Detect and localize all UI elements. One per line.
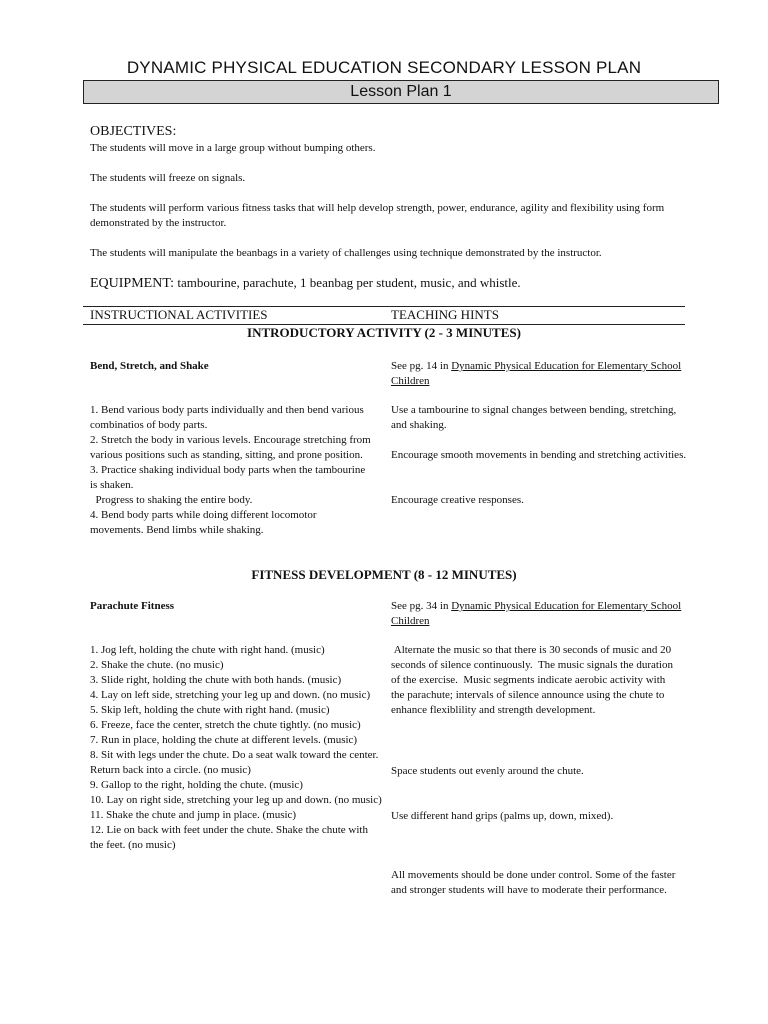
- objective-item-4: The students will manipulate the beanbags in a variety of challenges using technique demonstrated by the instructor.: [90, 247, 602, 259]
- intro-section-heading: INTRODUCTORY ACTIVITY (2 - 3 MINUTES): [247, 325, 521, 340]
- fitness-step-2: 2. Shake the chute. (no music): [90, 659, 224, 671]
- fitness-reference: [391, 599, 691, 629]
- intro-step-2: 2. Stretch the body in various levels. Encourage stretching from various positions such as standing, sitting, and prone position.: [90, 434, 371, 461]
- fitness-step-9: 9. Gallop to the right, holding the chute. (music): [90, 779, 303, 791]
- intro-step-3-progression: Progress to shaking the entire body.: [90, 494, 253, 506]
- fitness-section-heading: FITNESS DEVELOPMENT (8 - 12 MINUTES): [251, 567, 517, 582]
- intro-step-1: 1. Bend various body parts individually and then bend various combinatios of body parts.: [90, 404, 364, 431]
- fitness-step-10: 10. Lay on right side, stretching your leg up and down. (no music): [90, 794, 382, 806]
- objective-item-2: The students will freeze on signals.: [90, 172, 246, 184]
- lesson-plan-banner: [83, 80, 719, 104]
- intro-step-3: 3. Practice shaking individual body parts when the tambourine is shaken.: [90, 464, 366, 491]
- fitness-step-3: 3. Slide right, holding the chute with both hands. (music): [90, 674, 342, 686]
- intro-reference: [391, 359, 691, 389]
- column-header-hints: TEACHING HINTS: [391, 307, 499, 322]
- intro-hint-2: Encourage smooth movements in bending and stretching activities.: [391, 449, 687, 461]
- lesson-plan-title: Lesson Plan 1: [350, 83, 452, 100]
- fitness-step-1: 1. Jog left, holding the chute with right hand. (music): [90, 644, 325, 656]
- objective-item-1: The students will move in a large group without bumping others.: [90, 142, 376, 154]
- intro-step-4: 4. Bend body parts while doing different locomotor movements. Bend limbs while shaking.: [90, 509, 317, 536]
- fitness-hint-1: Alternate the music so that there is 30 seconds of music and 20 seconds of silence continuously. The music signals the duration of the exercise. Music segments indicate aerobic activity with the parachute; intervals of silence announce using the chute to enhance flexiblility and strength development.: [391, 644, 676, 716]
- fitness-steps: [90, 643, 382, 853]
- fitness-reference-book: Dynamic Physical Education for Elementary School Children: [391, 600, 682, 627]
- fitness-reference-prefix: See pg. 34 in: [391, 600, 452, 612]
- fitness-step-7: 7. Run in place, holding the chute at different levels. (music): [90, 734, 358, 746]
- fitness-hint-4: All movements should be done under control. Some of the faster and stronger students will have to moderate their performance.: [391, 869, 676, 896]
- fitness-step-11: 11. Shake the chute and jump in place. (music): [90, 809, 297, 821]
- fitness-step-5: 5. Skip left, holding the chute with right hand. (music): [90, 704, 330, 716]
- intro-hint-3: Encourage creative responses.: [391, 494, 524, 506]
- intro-reference-book: Dynamic Physical Education for Elementary School Children: [391, 360, 682, 387]
- intro-hint-1: Use a tambourine to signal changes between bending, stretching, and shaking.: [391, 404, 677, 431]
- intro-steps: [90, 403, 372, 538]
- intro-activity-title: Bend, Stretch, and Shake: [90, 360, 209, 372]
- fitness-step-8: 8. Sit with legs under the chute. Do a seat walk toward the center. Return back into a circle. (no music): [90, 749, 379, 776]
- fitness-activity-title: Parachute Fitness: [90, 600, 175, 612]
- document-title: DYNAMIC PHYSICAL EDUCATION SECONDARY LESSON PLAN: [126, 58, 642, 77]
- intro-reference-prefix: See pg. 14 in: [391, 360, 452, 372]
- fitness-step-12: 12. Lie on back with feet under the chute. Shake the chute with the feet. (no music): [90, 824, 368, 851]
- fitness-hint-2: Space students out evenly around the chute.: [391, 765, 584, 777]
- column-header-activities: INSTRUCTIONAL ACTIVITIES: [90, 307, 268, 322]
- equipment-text: tambourine, parachute, 1 beanbag per student, music, and whistle.: [177, 275, 521, 290]
- fitness-step-4: 4. Lay on left side, stretching your leg up and down. (no music): [90, 689, 371, 701]
- equipment-label: EQUIPMENT:: [90, 276, 175, 291]
- fitness-step-6: 6. Freeze, face the center, stretch the chute tightly. (no music): [90, 719, 361, 731]
- equipment-line: [90, 275, 710, 292]
- objectives-heading: OBJECTIVES:: [90, 124, 177, 139]
- objective-item-3: The students will perform various fitness tasks that will help develop strength, power, endurance, agility and flexibility using form demonstrated by the instructor.: [90, 202, 665, 229]
- fitness-hint-3: Use different hand grips (palms up, down, mixed).: [391, 810, 614, 822]
